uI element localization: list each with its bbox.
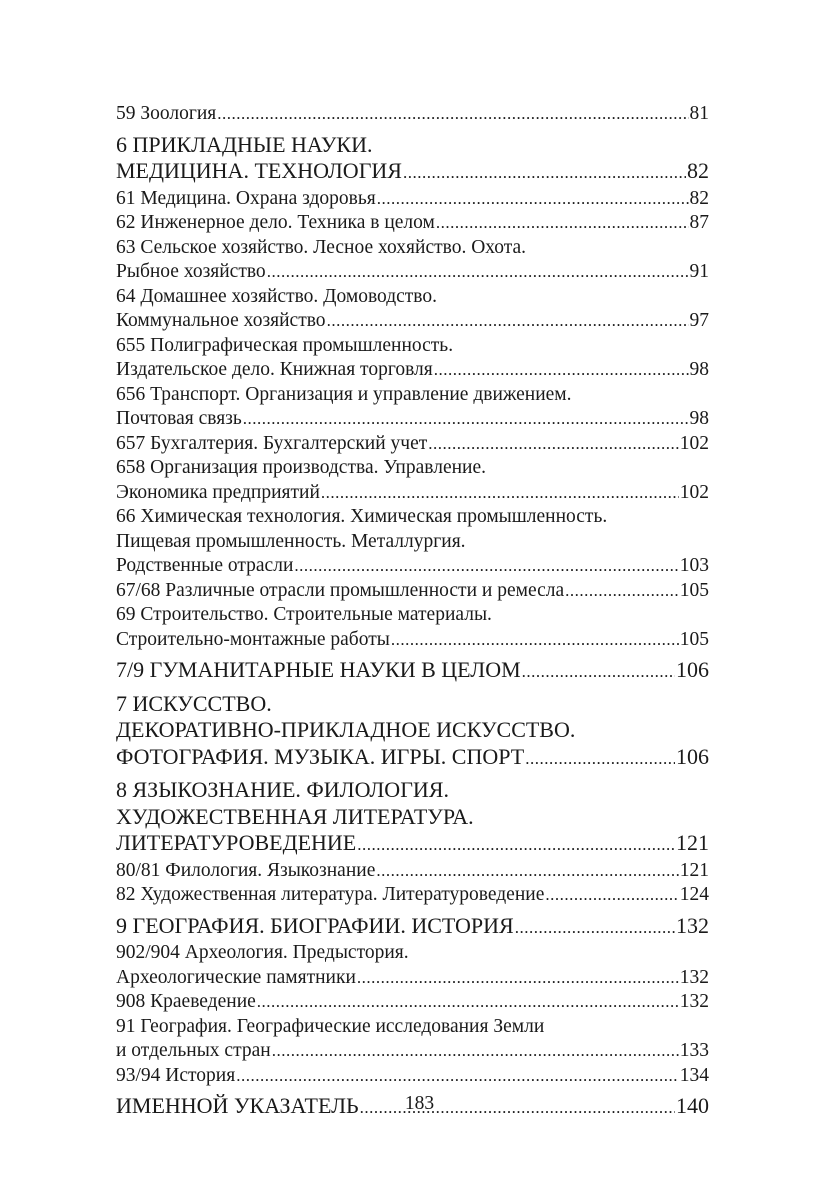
toc-entry-page: 102: [679, 481, 709, 503]
dot-leader: [376, 859, 678, 884]
toc-entry[interactable]: [116, 913, 709, 942]
toc-entry-line: ДЕКОРАТИВНО-ПРИКЛАДНОЕ ИСКУССТВО.: [116, 717, 576, 742]
toc-entry-leader-line: [116, 830, 709, 859]
page-number: 183: [404, 1093, 435, 1114]
toc-entry-leader-line: [116, 579, 709, 604]
toc-entry-leader-line: [116, 260, 709, 285]
toc-entry[interactable]: [116, 334, 709, 383]
dot-leader: [525, 746, 675, 773]
toc-entry-line: ХУДОЖЕСТВЕННАЯ ЛИТЕРАТУРА.: [116, 803, 474, 829]
toc-entry-page: 82: [689, 187, 709, 209]
dot-leader: [428, 432, 678, 457]
dot-leader: [377, 187, 689, 212]
toc-entry[interactable]: [116, 691, 709, 773]
toc-entry-title: 82 Художественная литература. Литературоведение: [116, 884, 545, 905]
dot-leader: [257, 990, 679, 1015]
dot-leader: [236, 1064, 679, 1089]
toc-entry-leader-line: [116, 1064, 709, 1089]
toc-entry-line: 655 Полиграфическая промышленность.: [116, 334, 454, 356]
dot-leader: [391, 628, 679, 653]
toc-entry-leader-line: [116, 859, 709, 884]
toc-entry-title: 7/9 ГУМАНИТАРНЫЕ НАУКИ В ЦЕЛОМ: [116, 657, 521, 682]
toc-entry-page: 102: [679, 432, 709, 454]
toc-entry[interactable]: [116, 941, 709, 990]
toc-entry-title: 93/94 История: [116, 1064, 236, 1086]
toc-entry-leader-line: [116, 407, 709, 432]
toc-entry-title: ИМЕННОЙ УКАЗАТЕЛЬ: [116, 1093, 359, 1118]
toc-entry-page: 82: [687, 158, 709, 183]
toc-entry-line: 8 ЯЗЫКОЗНАНИЕ. ФИЛОЛОГИЯ.: [116, 777, 449, 802]
toc-entry-title: Издательское дело. Книжная торговля: [116, 359, 433, 380]
toc-entry-title: 59 Зоология: [116, 103, 217, 124]
toc-entry-title: Рыбное хозяйство: [116, 261, 266, 282]
toc-entry-leader-line: [116, 744, 709, 773]
toc-entry-line: 91 География. Географические исследования Земли: [116, 1015, 545, 1037]
toc-entry[interactable]: [116, 990, 709, 1015]
toc-entry-leader-line: [116, 966, 709, 991]
toc-entry[interactable]: [116, 211, 709, 236]
toc-entry[interactable]: [116, 505, 709, 579]
toc-entry-line: 902/904 Археология. Предыстория.: [116, 942, 409, 963]
toc-entry-leader-line: [116, 309, 709, 334]
toc-entry-leader-line: [116, 102, 709, 127]
dot-leader: [565, 579, 679, 604]
toc-entry-page: 98: [689, 408, 709, 429]
toc-entry-title: 908 Краеведение: [116, 991, 256, 1012]
toc-entry[interactable]: [116, 883, 709, 908]
toc-entry-line: 658 Организация производства. Управление.: [116, 457, 487, 478]
toc-entry[interactable]: [116, 187, 709, 212]
dot-leader: [522, 659, 675, 686]
toc-entry-title: МЕДИЦИНА. ТЕХНОЛОГИЯ: [116, 158, 402, 183]
dot-leader: [272, 1039, 679, 1064]
toc-entry-page: 121: [676, 830, 709, 855]
toc-entry-page: 132: [679, 991, 709, 1012]
dot-leader: [294, 554, 678, 579]
toc-entry-title: Археологические памятники: [116, 966, 356, 988]
toc-entry-page: 124: [679, 884, 709, 905]
toc-entry-leader-line: [116, 990, 709, 1015]
dot-leader: [357, 966, 679, 991]
toc-entry-page: 98: [689, 359, 709, 380]
dot-leader: [403, 160, 686, 187]
toc-entry[interactable]: [116, 236, 709, 285]
toc-entry[interactable]: [116, 456, 709, 505]
toc-entry-leader-line: [116, 628, 709, 653]
toc-entry-line: 69 Строительство. Строительные материалы.: [116, 604, 492, 625]
toc-entry-title: 80/81 Филология. Языкознание: [116, 859, 376, 881]
dot-leader: [217, 102, 688, 127]
table-of-contents: [116, 102, 709, 1122]
toc-entry[interactable]: [116, 1064, 709, 1089]
toc-entry-page: 106: [676, 743, 709, 769]
toc-entry-leader-line: [116, 158, 709, 187]
toc-entry-page: 97: [689, 310, 709, 331]
toc-entry-title: 61 Медицина. Охрана здоровья: [116, 187, 376, 209]
dot-leader: [243, 407, 689, 432]
toc-entry-line: 656 Транспорт. Организация и управление движением.: [116, 383, 572, 405]
toc-entry-page: 132: [679, 966, 709, 988]
toc-entry[interactable]: [116, 657, 709, 686]
toc-entry-title: 9 ГЕОГРАФИЯ. БИОГРАФИИ. ИСТОРИЯ: [116, 912, 514, 938]
toc-entry-line: 64 Домашнее хозяйство. Домоводство.: [116, 285, 437, 307]
toc-entry-leader-line: [116, 657, 709, 686]
dot-leader: [515, 915, 675, 942]
toc-entry-page: 81: [689, 103, 709, 124]
toc-entry[interactable]: [116, 603, 709, 652]
toc-entry-title: ФОТОГРАФИЯ. МУЗЫКА. ИГРЫ. СПОРТ: [116, 743, 525, 769]
toc-entry[interactable]: [116, 102, 709, 127]
dot-leader: [545, 883, 678, 908]
toc-entry-title: 67/68 Различные отрасли промышленности и ремесла: [116, 579, 565, 601]
toc-entry-title: ЛИТЕРАТУРОВЕДЕНИЕ: [116, 830, 357, 855]
toc-entry-page: 91: [689, 261, 709, 282]
dot-leader: [267, 260, 689, 285]
toc-entry-page: 87: [689, 212, 709, 233]
toc-entry-leader-line: [116, 1039, 709, 1064]
toc-entry-leader-line: [116, 432, 709, 457]
toc-entry-page: 132: [676, 912, 709, 938]
toc-entry-page: 140: [676, 1093, 709, 1118]
toc-entry-leader-line: [116, 358, 709, 383]
toc-entry[interactable]: [116, 132, 709, 187]
toc-entry-title: 62 Инженерное дело. Техника в целом: [116, 212, 435, 233]
toc-entry-title: Экономика предприятий: [116, 481, 320, 503]
dot-leader: [434, 358, 689, 383]
toc-entry[interactable]: [116, 383, 709, 432]
toc-entry[interactable]: [116, 1015, 709, 1064]
toc-entry-leader-line: [116, 554, 709, 579]
toc-entry-leader-line: [116, 481, 709, 506]
toc-entry-line: 7 ИСКУССТВО.: [116, 690, 272, 716]
toc-entry[interactable]: [116, 285, 709, 334]
toc-entry[interactable]: [116, 859, 709, 884]
toc-entry-page: 103: [679, 555, 709, 576]
toc-entry-page: 133: [679, 1040, 709, 1061]
toc-entry-page: 134: [679, 1064, 709, 1086]
toc-entry-line: Пищевая промышленность. Металлургия.: [116, 530, 466, 552]
toc-entry-page: 105: [679, 628, 709, 650]
dot-leader: [327, 309, 689, 334]
toc-entry[interactable]: [116, 432, 709, 457]
toc-entry[interactable]: [116, 579, 709, 604]
toc-entry-leader-line: [116, 211, 709, 236]
toc-entry[interactable]: [116, 777, 709, 859]
toc-entry-page: 105: [679, 579, 709, 601]
dot-leader: [357, 832, 675, 859]
toc-entry-line: 63 Сельское хозяйство. Лесное хохяйство. Охота.: [116, 236, 527, 258]
toc-entry-title: и отдельных стран: [116, 1040, 271, 1061]
toc-entry-leader-line: [116, 883, 709, 908]
toc-entry-line: 66 Химическая технология. Химическая промышленность.: [116, 506, 608, 527]
toc-entry-page: 121: [679, 859, 709, 881]
toc-entry-title: 657 Бухгалтерия. Бухгалтерский учет: [116, 432, 428, 454]
toc-entry-leader-line: [116, 187, 709, 212]
toc-entry-title: Почтовая связь: [116, 408, 242, 429]
toc-entry-line: 6 ПРИКЛАДНЫЕ НАУКИ.: [116, 131, 373, 157]
dot-leader: [321, 481, 679, 506]
toc-entry-page: 106: [676, 657, 709, 682]
dot-leader: [436, 211, 689, 236]
toc-entry-title: Строительно-монтажные работы: [116, 628, 390, 650]
toc-entry-title: Коммунальное хозяйство: [116, 310, 326, 331]
toc-entry-title: Родственные отрасли: [116, 555, 294, 576]
toc-entry-leader-line: [116, 913, 709, 942]
